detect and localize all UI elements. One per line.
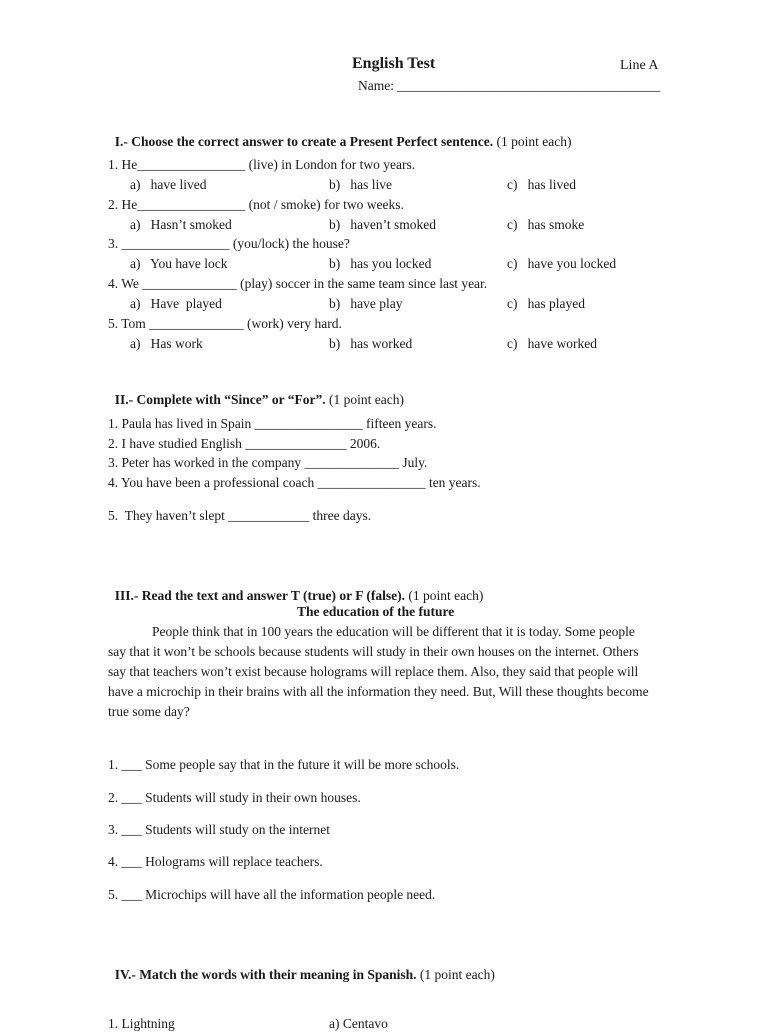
reading-text: People think that in 100 years the education will be different that it is today. Some people say that it won’t be schools because students will study in their own houses on the internet. Others say that teachers won’t exist because holograms will replace them. Also, they said that people will have a microchip in their brains with all the information they need. But, Will these thoughts become true some day?: [108, 624, 649, 719]
section1-heading: [108, 118, 571, 150]
question-2-option-b: b) haven’t smoked: [329, 217, 436, 232]
question-2: 2. He________________ (not / smoke) for two weeks.: [108, 197, 404, 212]
section2-heading-points: (1 point each): [325, 392, 404, 407]
question-5-option-c: c) have worked: [507, 336, 597, 351]
section4-heading-bold: IV.- Match the words with their meaning in Spanish.: [114, 967, 417, 982]
test-title: English Test: [352, 55, 436, 72]
section2-heading: [108, 376, 404, 408]
question-3-option-c: c) have you locked: [507, 256, 617, 271]
tf-item-3: 3. ___ Students will study on the internet: [108, 822, 330, 837]
question-4: 4. We ______________ (play) soccer in the same team since last year.: [108, 276, 488, 291]
question-3-option-a: a) You have lock: [130, 256, 228, 271]
section1-heading-points: (1 point each): [493, 134, 572, 149]
question-5-option-a: a) Has work: [130, 336, 203, 351]
section2-item-1: 1. Paula has lived in Spain ________________ fifteen years.: [108, 416, 437, 431]
section1-heading-bold: I.- Choose the correct answer to create a Present Perfect sentence.: [114, 134, 494, 149]
section2-item-4: 4. You have been a professional coach ________________ ten years.: [108, 475, 481, 490]
question-2-option-c: c) has smoke: [507, 217, 585, 232]
tf-item-5: 5. ___ Microchips will have all the information people need.: [108, 887, 436, 902]
section2-item-2: 2. I have studied English _______________ 2006.: [108, 436, 381, 451]
section4-heading: [108, 951, 495, 983]
section3-heading-bold: III.- Read the text and answer T (true) or F (false).: [114, 588, 405, 603]
reading-title: The education of the future: [297, 604, 455, 619]
section3-heading-points: (1 point each): [404, 588, 484, 603]
question-1-option-a: a) have lived: [130, 177, 207, 192]
section3-heading: [108, 572, 483, 604]
name-blank: _______________________________________: [397, 78, 661, 93]
section2-item-5: 5. They haven’t slept ____________ three days.: [108, 508, 372, 523]
question-4-option-b: b) have play: [329, 296, 403, 311]
question-5: 5. Tom ______________ (work) very hard.: [108, 316, 342, 331]
question-3-option-b: b) has you locked: [329, 256, 432, 271]
tf-item-2: 2. ___ Students will study in their own houses.: [108, 790, 361, 805]
name-label: Name:: [358, 78, 394, 93]
tf-item-4: 4. ___ Holograms will replace teachers.: [108, 854, 323, 869]
line-label: Line A: [620, 58, 659, 73]
question-3: 3. ________________ (you/lock) the house?: [108, 236, 350, 251]
question-2-option-a: a) Hasn’t smoked: [130, 217, 232, 232]
question-1: 1. He________________ (live) in London for two years.: [108, 157, 416, 172]
section2-heading-bold: II.- Complete with “Since” or “For”.: [114, 392, 326, 407]
question-4-option-c: c) has played: [507, 296, 585, 311]
tf-item-1: 1. ___ Some people say that in the future it will be more schools.: [108, 757, 460, 772]
question-5-option-b: b) has worked: [329, 336, 413, 351]
question-4-option-a: a) Have played: [130, 296, 222, 311]
question-1-option-b: b) has live: [329, 177, 392, 192]
section2-item-3: 3. Peter has worked in the company ______________ July.: [108, 455, 428, 470]
section4-heading-points: (1 point each): [416, 967, 495, 982]
match-row-1-meaning: a) Centavo: [329, 1016, 388, 1031]
match-row-1-word: 1. Lightning: [108, 1016, 175, 1031]
question-1-option-c: c) has lived: [507, 177, 576, 192]
